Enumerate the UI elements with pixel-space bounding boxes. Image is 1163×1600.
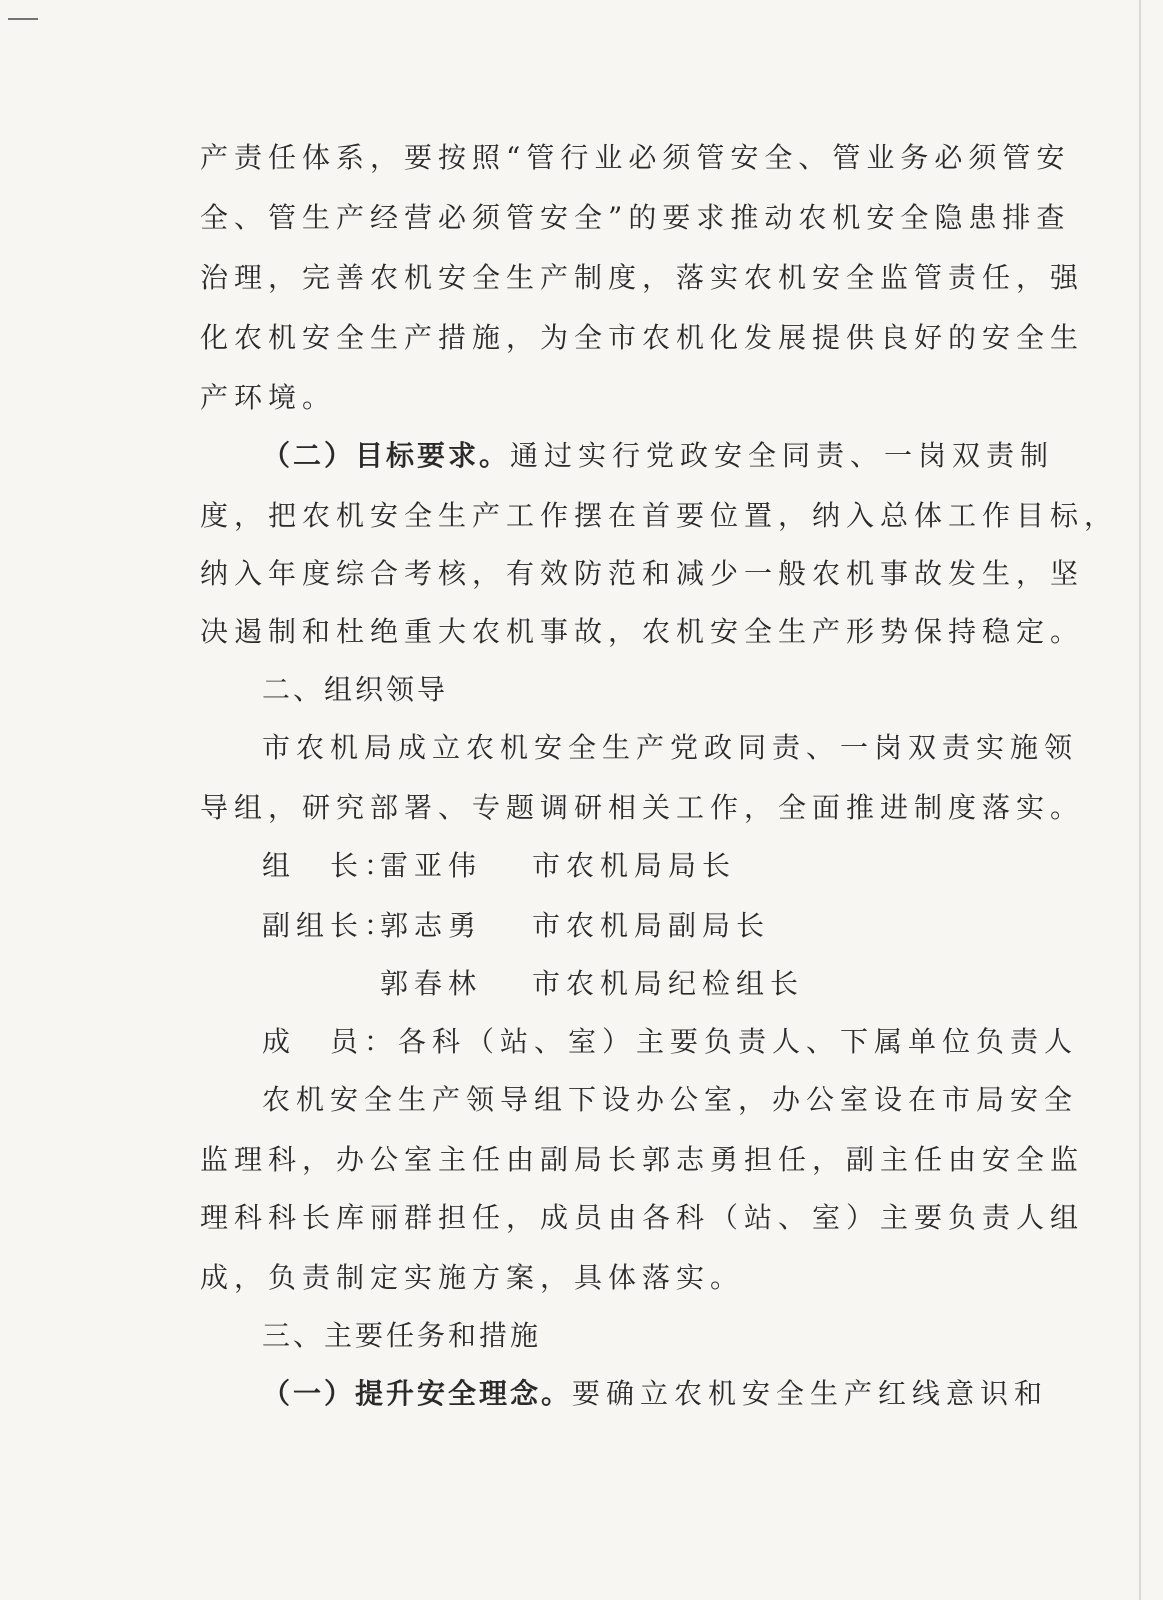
leader-role: 副组长： xyxy=(262,909,399,942)
leader-title: 市农机局纪检组长 xyxy=(532,967,805,1000)
section-heading: 二、组织领导 xyxy=(262,673,449,706)
text-line: 理科科长库丽群担任，成员由各科（站、室）主要负责人组 xyxy=(200,1201,1085,1234)
text-run: 要确立农机安全生产红线意识和 xyxy=(572,1377,1049,1410)
leader-title: 市农机局局长 xyxy=(532,849,737,882)
leader-name: 雷亚伟 xyxy=(380,849,483,882)
text-line: 导组，研究部署、专题调研相关工作，全面推进制度落实。 xyxy=(200,791,1085,824)
paragraph-goal-first-line xyxy=(262,436,1054,476)
text-line: 产责任体系，要按照“管行业必须管安全、管业务必须管安 xyxy=(200,141,1071,174)
text-line: 纳入年度综合考核，有效防范和减少一般农机事故发生，坚 xyxy=(200,557,1085,590)
text-line: 市农机局成立农机安全生产党政同责、一岗双责实施领 xyxy=(262,731,1079,764)
subheading-goal: （二）目标要求。 xyxy=(262,439,511,472)
text-line: 治理，完善农机安全生产制度，落实农机安全监管责任，强 xyxy=(200,261,1085,294)
members-line: 成 员：各科（站、室）主要负责人、下属单位负责人 xyxy=(262,1025,1079,1058)
leader-title: 市农机局副局长 xyxy=(532,909,771,942)
section-heading: 三、主要任务和措施 xyxy=(262,1319,542,1352)
leader-name: 郭志勇 xyxy=(380,909,483,942)
text-line: 产环境。 xyxy=(200,381,337,414)
text-line: 成，负责制定实施方案，具体落实。 xyxy=(200,1261,745,1294)
text-line: 化农机安全生产措施，为全市农机化发展提供良好的安全生 xyxy=(200,321,1085,354)
text-run: 通过实行党政安全同责、一岗双责制 xyxy=(510,439,1055,472)
text-line: 决遏制和杜绝重大农机事故，农机安全生产形势保持稳定。 xyxy=(200,615,1085,648)
leader-name: 郭春林 xyxy=(380,967,483,1000)
leader-role: 组 长： xyxy=(262,849,399,882)
subheading-safety-concept: （一）提升安全理念。 xyxy=(262,1377,573,1410)
paragraph-task-first-line xyxy=(262,1374,1048,1414)
text-line: 全、管生产经营必须管安全”的要求推动农机安全隐患排查 xyxy=(200,201,1071,234)
text-line: 监理科，办公室主任由副局长郭志勇担任，副主任由安全监 xyxy=(200,1143,1085,1176)
text-line: 农机安全生产领导组下设办公室，办公室设在市局安全 xyxy=(262,1083,1079,1116)
text-line: 度，把农机安全生产工作摆在首要位置，纳入总体工作目标， xyxy=(200,499,1119,532)
